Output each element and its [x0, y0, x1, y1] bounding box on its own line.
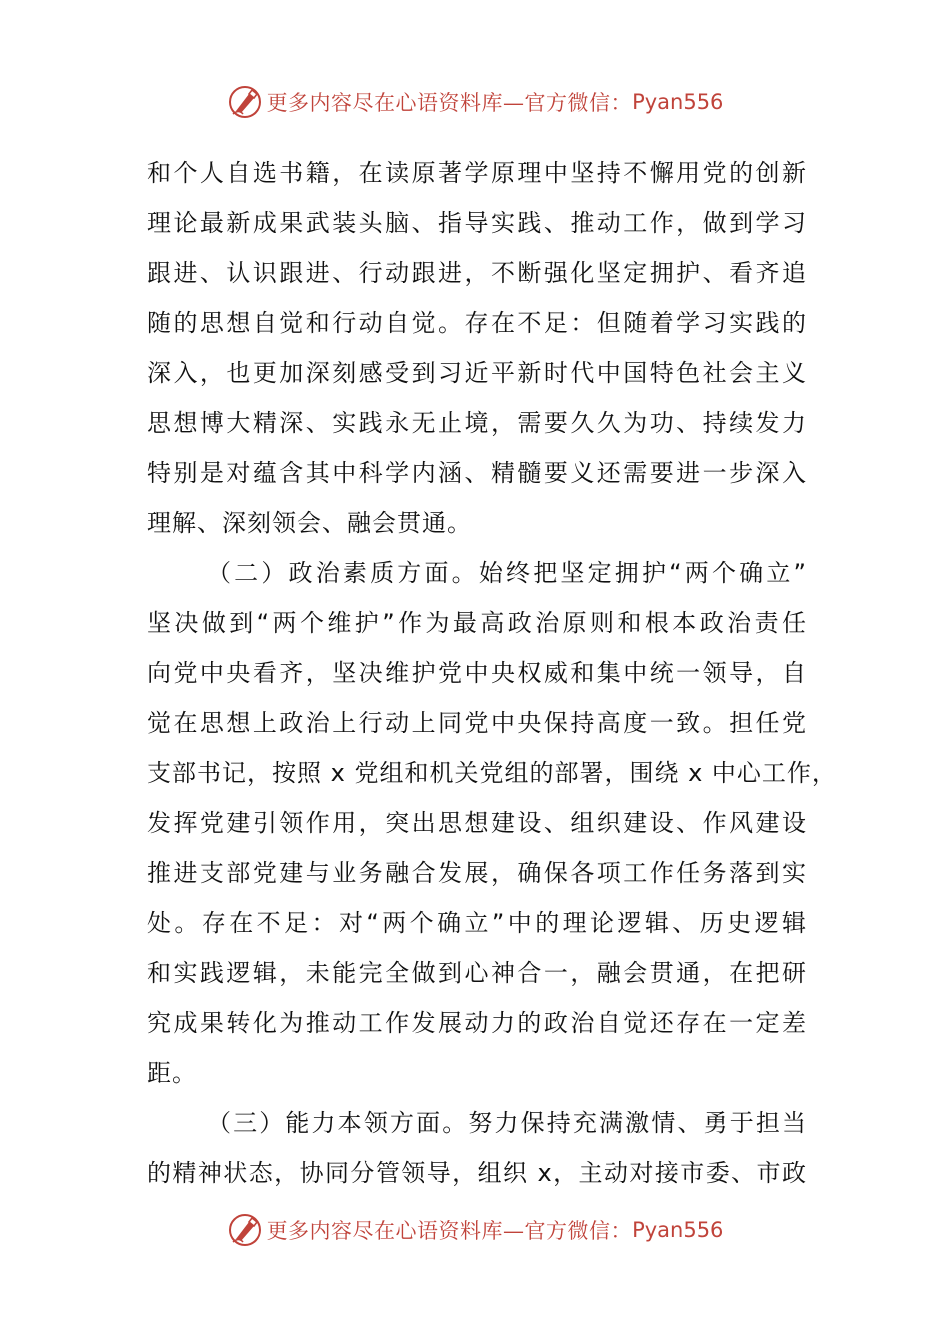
pen-nib-logo-icon: [227, 1212, 263, 1248]
body-line: 和个人自选书籍，在读原著学原理中坚持不懈用党的创新: [147, 159, 807, 187]
body-line: 距。: [147, 1059, 197, 1087]
footer-banner-text: 更多内容尽在心语资料库—官方微信：: [266, 1219, 633, 1243]
section-heading-line: （三）能力本领方面。努力保持充满激情、勇于担当: [207, 1109, 807, 1137]
body-line: 觉在思想上政治上行动上同党中央保持高度一致。担任党: [147, 709, 807, 737]
body-line: 思想博大精深、实践永无止境，需要久久为功、持续发力: [147, 409, 807, 437]
body-line: 深入，也更加深刻感受到习近平新时代中国特色社会主义: [147, 359, 807, 387]
body-line: 究成果转化为推动工作发展动力的政治自觉还存在一定差: [147, 1009, 807, 1037]
header-banner: [0, 80, 950, 124]
body-line: 跟进、认识跟进、行动跟进，不断强化坚定拥护、看齐追: [147, 259, 807, 287]
body-line: 理解、深刻领会、融会贯通。: [147, 509, 472, 537]
footer-wechat-id: Pyan556: [632, 1218, 724, 1242]
body-line: 坚决做到“两个维护”作为最高政治原则和根本政治责任: [147, 609, 807, 637]
body-line: 向党中央看齐，坚决维护党中央权威和集中统一领导，自: [147, 659, 807, 687]
body-line: 发挥党建引领作用，突出思想建设、组织建设、作风建设: [147, 809, 807, 837]
body-line: 和实践逻辑，未能完全做到心神合一，融会贯通，在把研: [147, 959, 807, 987]
body-line: 支部书记，按照 x 党组和机关党组的部署，围绕 x 中心工作，: [147, 759, 837, 787]
document-body: [147, 148, 837, 1198]
body-line: 理论最新成果武装头脑、指导实践、推动工作，做到学习: [147, 209, 807, 237]
body-line: 随的思想自觉和行动自觉。存在不足：但随着学习实践的: [147, 309, 807, 337]
pen-nib-logo-icon: [227, 84, 263, 120]
header-banner-text: 更多内容尽在心语资料库—官方微信：: [266, 91, 633, 115]
section-heading-line: （二）政治素质方面。始终把坚定拥护“两个确立”: [207, 559, 807, 587]
header-wechat-id: Pyan556: [632, 90, 724, 114]
body-line: 的精神状态，协同分管领导，组织 x，主动对接市委、市政: [147, 1159, 807, 1187]
body-line: 特别是对蕴含其中科学内涵、精髓要义还需要进一步深入: [147, 459, 807, 487]
footer-banner: [0, 1208, 950, 1252]
body-line: 处。存在不足：对“两个确立”中的理论逻辑、历史逻辑: [147, 909, 807, 937]
body-line: 推进支部党建与业务融合发展，确保各项工作任务落到实: [147, 859, 807, 887]
